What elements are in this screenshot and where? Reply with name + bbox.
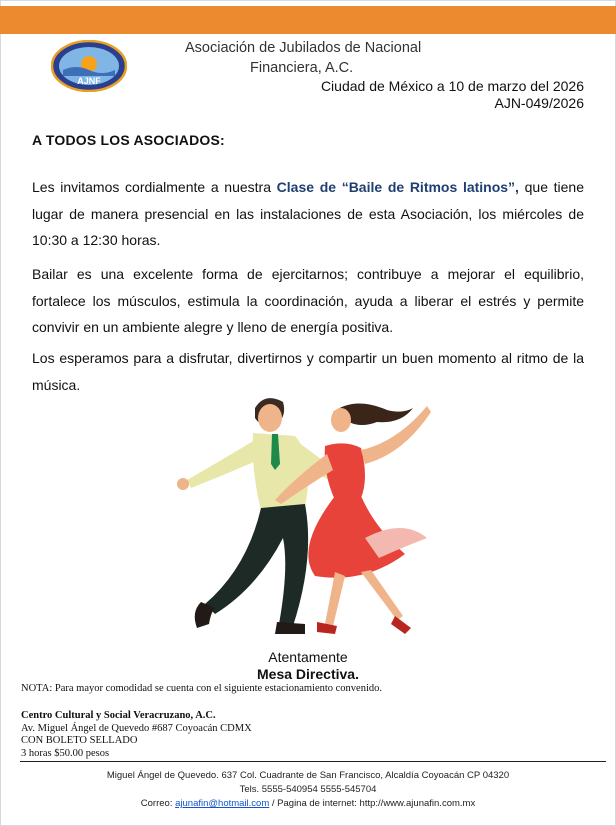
top-color-bar bbox=[0, 6, 616, 34]
org-name-line2: Financiera, A.C. bbox=[250, 60, 354, 76]
date-block bbox=[321, 78, 584, 112]
greeting: A TODOS LOS ASOCIADOS: bbox=[32, 132, 225, 148]
paragraph-benefits: Bailar es una excelente forma de ejercitarnos; contribuye a mejorar el equilibrio, fortalece los músculos, estimula la coordinación, ayuda a liberar el estrés y permite convivir en un ambiente alegre y lleno de energía positiva. bbox=[32, 266, 584, 335]
dancing-couple-illustration bbox=[165, 388, 445, 644]
paragraph-closing: Los esperamos para a disfrutar, divertirnos y compartir un buen momento al ritmo de la música. bbox=[32, 350, 584, 393]
closing-salutation: Atentamente bbox=[268, 649, 348, 665]
p1-after: que tiene lugar de manera presencial en las instalaciones de esta Asociación, los miércoles de 10:30 a 12:30 horas. bbox=[32, 179, 584, 248]
footer-divider bbox=[20, 761, 606, 762]
footer-phones: Tels. 5555-540954 5555-545704 bbox=[239, 784, 377, 795]
ajnf-logo bbox=[51, 40, 127, 92]
footer-contact bbox=[0, 798, 616, 809]
reference-number: AJN-049/2026 bbox=[494, 95, 584, 111]
parking-note: NOTA: Para mayor comodidad se cuenta con el siguiente estacionamiento convenido. bbox=[21, 683, 383, 694]
venue-name: Centro Cultural y Social Veracruzano, A.C. bbox=[21, 710, 216, 721]
venue-address: Av. Miguel Ángel de Quevedo #687 Coyoacán CDMX bbox=[21, 722, 252, 734]
org-name-line1: Asociación de Jubilados de Nacional bbox=[185, 40, 422, 56]
website-text: / Pagina de internet: http://www.ajunafin.com.mx bbox=[269, 798, 476, 809]
paragraph-invitation bbox=[32, 174, 584, 254]
email-link[interactable]: ajunafin@hotmail.com bbox=[175, 798, 270, 809]
venue-ticket: CON BOLETO SELLADO bbox=[21, 735, 138, 746]
place-date: Ciudad de México a 10 de marzo del 2026 bbox=[320, 78, 584, 94]
p1-before: Les invitamos cordialmente a nuestra bbox=[32, 179, 277, 195]
email-label: Correo: bbox=[140, 798, 176, 809]
venue-price: 3 horas $50.00 pesos bbox=[21, 747, 110, 759]
parking-venue bbox=[21, 710, 252, 760]
signature: Mesa Directiva. bbox=[257, 666, 359, 682]
class-name-highlight: Clase de “Baile de Ritmos latinos”, bbox=[276, 179, 519, 195]
footer-address: Miguel Ángel de Quevedo. 637 Col. Cuadrante de San Francisco, Alcaldía Coyoacán CP 04320 bbox=[106, 770, 510, 781]
logo-text: AJNF bbox=[77, 76, 101, 86]
